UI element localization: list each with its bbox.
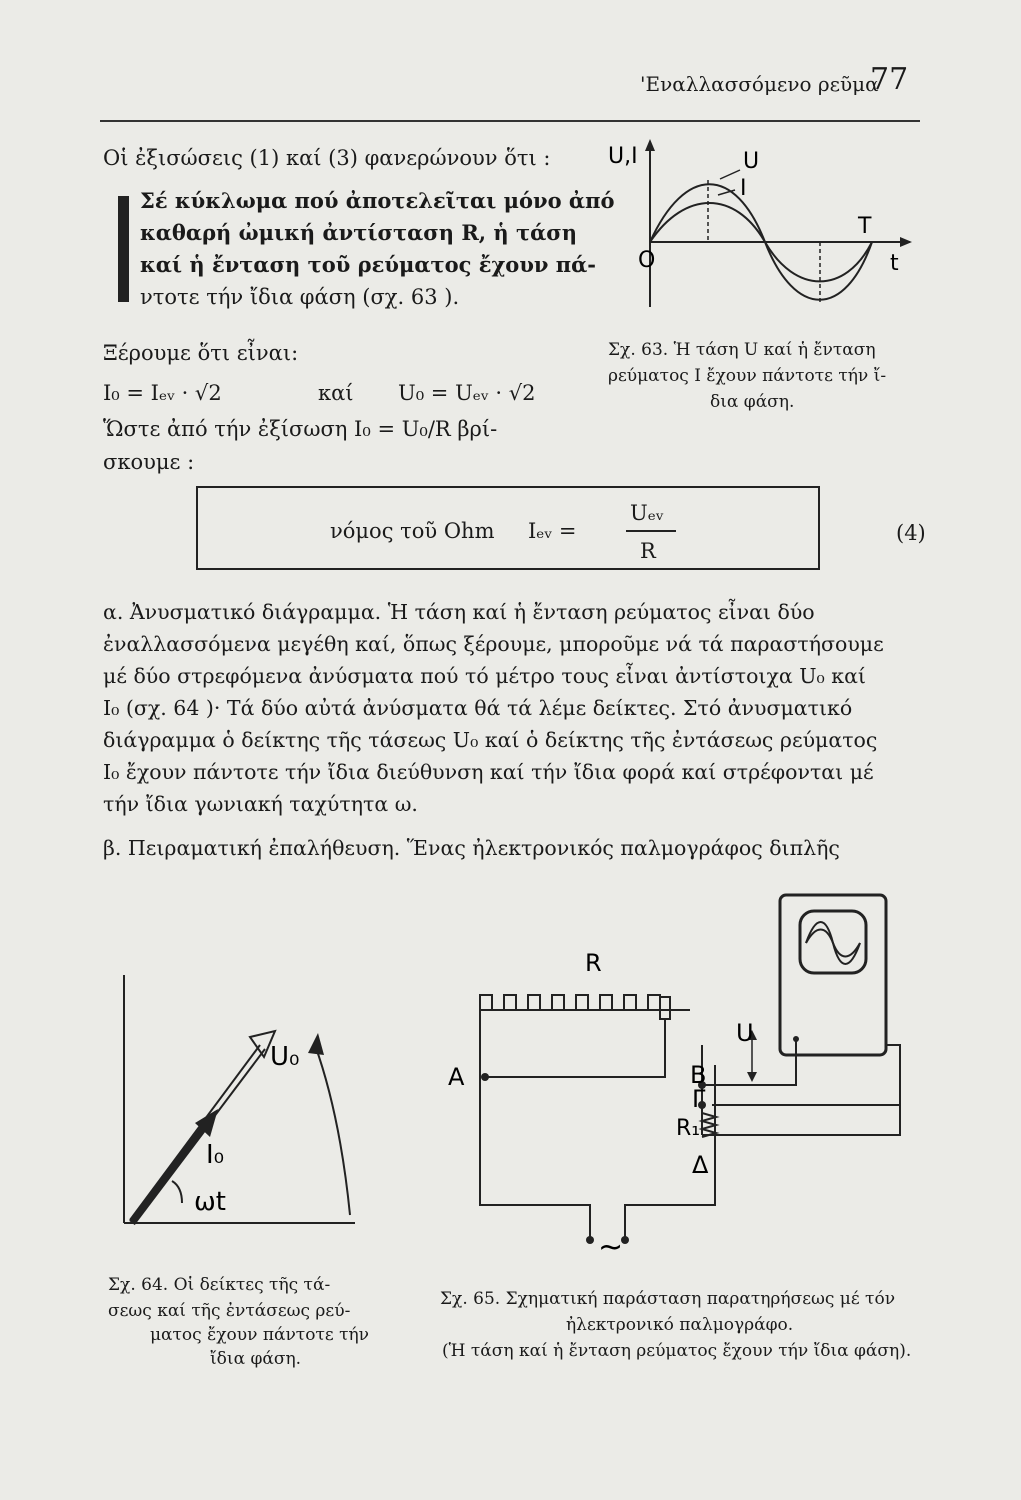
- law-denominator: R: [640, 539, 656, 563]
- ohm-law-box: [196, 486, 820, 570]
- fig63-caption-1: Σχ. 63. Ἡ τάση U καί ἡ ἔνταση: [608, 340, 876, 360]
- fig65-node-a: [481, 1073, 489, 1081]
- fig65-screen-wave-2: [806, 930, 860, 957]
- law-label: νόμος τοῦ Ohm: [330, 519, 495, 543]
- header-rule: [100, 120, 920, 122]
- fig65-ac-terminal-left: [586, 1236, 594, 1244]
- section-a-line-4: I₀ (σχ. 64 )· Τά δύο αὐτά ἀνύσματα θά τά λέμε δείκτες. Στό ἀνυσματικό: [103, 696, 853, 720]
- section-a-line-6: I₀ ἔχουν πάντοτε τήν ἴδια διεύθυνση καί τήν ἴδια φορά καί στρέφονται μέ: [103, 760, 874, 784]
- fig64-i0-label: I₀: [206, 1140, 225, 1170]
- fig65-u-label: U: [736, 1019, 754, 1047]
- eq-i0: I₀ = Iₑᵥ · √2: [103, 381, 222, 405]
- fraction-bar: [626, 530, 676, 532]
- section-a-line-7: τήν ἴδια γωνιακή ταχύτητα ω.: [103, 792, 418, 816]
- fig63-i-label: I: [740, 176, 747, 201]
- rule-margin-bar: [118, 196, 129, 302]
- fig63-x-arrow: [900, 237, 912, 247]
- section-a-line-3: μέ δύο στρεφόμενα ἀνύσματα πού τό μέτρο τους εἶναι ἀντίστοιχα U₀ καί: [103, 664, 866, 688]
- fig64-caption-1: Σχ. 64. Οἱ δείκτες τῆς τά-: [108, 1275, 331, 1295]
- fig65-b-label: B: [690, 1061, 707, 1089]
- fig65-g-label: Γ: [692, 1085, 706, 1113]
- fig63-u-pointer: [720, 170, 740, 179]
- eq-number: (4): [896, 521, 926, 545]
- fig65-a-label: A: [448, 1063, 465, 1091]
- fig63-y-arrow: [645, 139, 655, 151]
- hence-line-1: Ὥστε ἀπό τήν ἐξίσωση I₀ = U₀/R βρί-: [103, 417, 498, 441]
- fig65-r-label: R: [585, 949, 602, 977]
- fig64-phasor-diagram: [110, 975, 370, 1245]
- fig63-caption-2: ρεύματος I ἔχουν πάντοτε τήν ἴ-: [608, 366, 887, 386]
- eq-u0: U₀ = Uₑᵥ · √2: [398, 381, 536, 405]
- section-b-line: β. Πειραματική ἐπαλήθευση. Ἕνας ἠλεκτρονικός παλμογράφος διπλῆς: [103, 836, 840, 860]
- fig65-left-wire: [480, 1025, 590, 1240]
- fig64-caption-4: ἴδια φάση.: [210, 1349, 302, 1369]
- known-line: Ξέρουμε ὅτι εἶναι:: [103, 341, 299, 365]
- fig65-scope-wire-1: [702, 1045, 900, 1135]
- fig64-caption-3: ματος ἔχουν πάντοτε τήν: [150, 1325, 369, 1345]
- fig63-caption-3: δια φάση.: [710, 392, 795, 412]
- fig63-voltage-current-graph: [600, 135, 930, 330]
- fig65-r1-label: R₁: [676, 1116, 701, 1141]
- eq-and: καί: [318, 381, 354, 405]
- fig64-rotation-arrow: [315, 1045, 350, 1215]
- fig63-axis-x-label: t: [890, 251, 899, 276]
- law-numerator: Uₑᵥ: [630, 501, 664, 525]
- fig63-axis-y-label: U,I: [608, 144, 638, 169]
- fig65-resistor-rail: [480, 1010, 690, 1025]
- rule-line-2: καθαρή ὠμική ἀντίσταση R, ἡ τάση: [140, 220, 578, 245]
- fig63-period-label: T: [858, 214, 872, 239]
- fig64-angle-label: ωt: [194, 1187, 226, 1217]
- fig65-caption-1: Σχ. 65. Σχηματική παράσταση παρατηρήσεως μέ τόν: [440, 1289, 896, 1309]
- intro-line: Οἱ ἐξισώσεις (1) καί (3) φανερώνουν ὅτι :: [103, 146, 551, 170]
- fig65-caption-2: ἠλεκτρονικό παλμογράφο.: [566, 1315, 794, 1335]
- fig63-u-label: U: [743, 149, 760, 174]
- fig65-u-arrowhead-bottom: [747, 1072, 757, 1082]
- fig65-circuit-diagram: [440, 885, 940, 1265]
- fig65-ac-source-label: ~: [598, 1230, 624, 1265]
- fig63-origin-label: O: [638, 248, 656, 273]
- running-title: 'Εναλλασσόμενο ρεῦμα: [640, 72, 879, 96]
- fig65-slider: [660, 997, 670, 1019]
- fig65-oscilloscope-body: [780, 895, 886, 1055]
- law-lhs: Iₑᵥ =: [528, 519, 577, 543]
- fig65-resistor-r1: [702, 1113, 716, 1137]
- fig65-a-wire: [485, 1045, 665, 1077]
- fig64-caption-2: σεως καί τῆς ἐντάσεως ρεύ-: [108, 1301, 351, 1321]
- section-a-line-5: διάγραμμα ὁ δείκτης τῆς τάσεως U₀ καί ὁ δείκτης τῆς ἐντάσεως ρεύματος: [103, 728, 878, 752]
- fig64-rotation-arrowhead: [308, 1033, 324, 1055]
- hence-line-2: σκουμε :: [103, 450, 195, 474]
- fig65-d-label: Δ: [692, 1151, 709, 1179]
- fig64-angle-arc: [172, 1181, 182, 1203]
- section-a-line-2: ἐναλλασσόμενα μεγέθη καί, ὅπως ξέρουμε, μποροῦμε νά τά παραστήσουμε: [103, 632, 884, 656]
- fig65-caption-3: (Ἡ τάση καί ἡ ἔνταση ρεύματος ἔχουν τήν ἴδια φάση).: [442, 1341, 912, 1361]
- page-number: 77: [870, 62, 909, 97]
- rule-line-3: καί ἡ ἔνταση τοῦ ρεύματος ἔχουν πά-: [140, 252, 597, 277]
- fig65-resistor-r: [480, 995, 660, 1010]
- fig64-u0-label: U₀: [270, 1042, 300, 1072]
- section-a-line-1: α. Ἀνυσματικό διάγραμμα. Ἡ τάση καί ἡ ἔνταση ρεύματος εἶναι δύο: [103, 600, 815, 624]
- rule-line-1: Σέ κύκλωμα πού ἀποτελεῖται μόνο ἀπό: [140, 188, 615, 213]
- rule-line-4: ντοτε τήν ἴδια φάση (σχ. 63 ).: [140, 285, 460, 309]
